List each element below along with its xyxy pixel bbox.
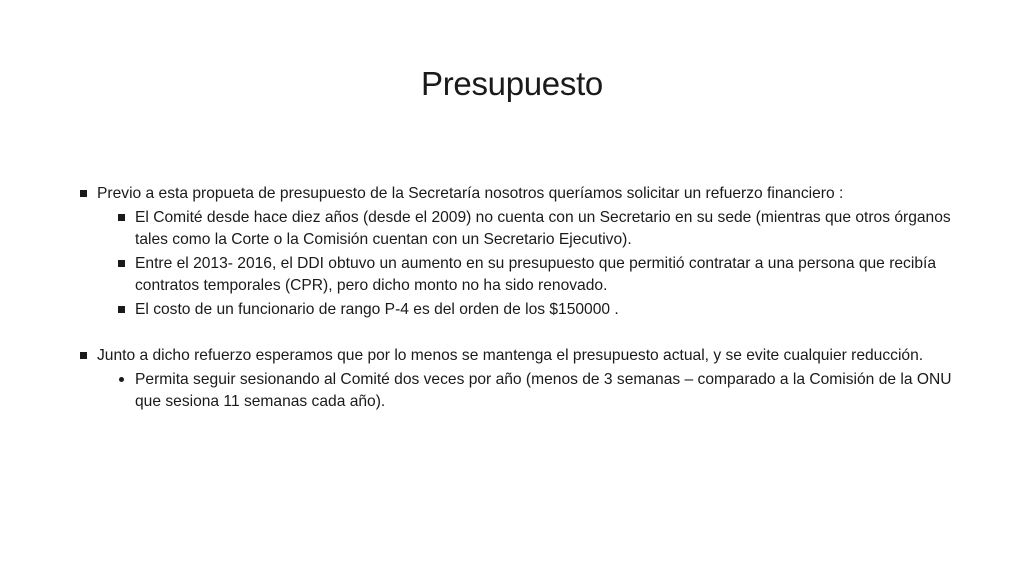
- sub-bullet-item: [78, 207, 958, 251]
- bullet-item: [78, 183, 958, 205]
- sub-bullet-item: [78, 253, 958, 297]
- slide-title: Presupuesto: [421, 65, 603, 102]
- sub-bullet-item: [78, 299, 958, 321]
- bullet-text: Permita seguir sesionando al Comité dos veces por año (menos de 3 semanas – comparado a la Comisión de la ONU que sesiona 11 semanas cada año).: [135, 371, 952, 410]
- bullet-text: El Comité desde hace diez años (desde el 2009) no cuenta con un Secretario en su sede (mientras que otros órganos tales como la Corte o la Comisión cuentan con un Secretario Ejecutivo).: [135, 209, 951, 248]
- bullet-text: Junto a dicho refuerzo esperamos que por lo menos se mantenga el presupuesto actual, y se evite cualquier reducción.: [97, 347, 924, 364]
- bullet-item: [78, 345, 958, 367]
- slide-body: [78, 183, 958, 413]
- bullet-text: Previo a esta propueta de presupuesto de la Secretaría nosotros queríamos solicitar un refuerzo financiero :: [97, 185, 844, 202]
- bullet-text: Entre el 2013- 2016, el DDI obtuvo un aumento en su presupuesto que permitió contratar a una persona que recibía contratos temporales (CPR), pero dicho monto no ha sido renovado.: [135, 255, 936, 294]
- sub-bullet-item: [78, 369, 958, 413]
- bullet-text: El costo de un funcionario de rango P-4 es del orden de los $150000 .: [135, 301, 619, 318]
